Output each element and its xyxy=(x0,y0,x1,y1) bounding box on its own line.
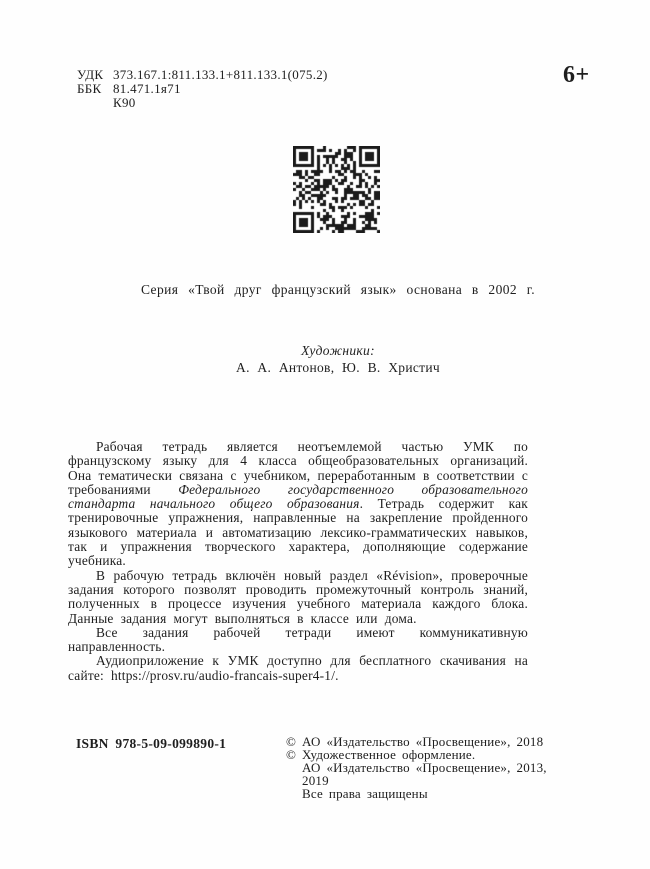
annotation-p1-text: Рабочая тетрадь является неотъемлемой частью УМК по французскому языку для 4 класса общеобразовательных организаций. Она тематически связана с учебником, переработанным в соответствии с требованиями xyxy=(68,439,528,497)
copyright-line xyxy=(286,787,548,800)
qr-code-image xyxy=(293,146,380,233)
annotation-paragraph-3: Все задания рабочей тетради имеют коммуникативную направленность. xyxy=(68,624,528,655)
annotation-p1-text-end: . Тетрадь содержит как тренировочные упражнения, направленные на закрепление пройденного языкового материала и автоматизацию лексико-грамматических навыков, так и упражнения творческого характера, дополняющие содержание учебника. xyxy=(68,496,528,569)
copyright-symbol: © xyxy=(286,747,297,763)
copyright-text: 2019 xyxy=(302,773,329,789)
annotation-paragraph-1 xyxy=(68,440,528,569)
catalog-codes xyxy=(77,68,328,109)
annotation-paragraph-4: Аудиоприложение к УМК доступно для бесплатного скачивания на сайте: https://prosv.ru/audio-francais-super4-1/. xyxy=(68,653,528,683)
artists-block xyxy=(68,343,608,376)
copyright-symbol xyxy=(286,787,302,800)
udk-value: 373.167.1:811.133.1+811.133.1(075.2) xyxy=(113,67,328,82)
copyright-block xyxy=(286,735,548,800)
bbk-label: ББК xyxy=(77,80,102,96)
udk-label: УДК xyxy=(77,67,104,82)
age-rating-badge: 6+ xyxy=(563,62,590,88)
artists-heading: Художники: xyxy=(301,343,375,358)
annotation-paragraph-2: В рабочую тетрадь включён новый раздел «Révision», проверочные задания которого позволят проводить промежуточный контроль знаний, полученных в процессе изучения учебного материала каждого блока. Данные задания могут выполняться в классе или дома. xyxy=(68,567,528,626)
author-sign: К90 xyxy=(113,94,136,110)
annotation-p1-italic-standard-name: Федерального государственного образовательного стандарта начального общего образования xyxy=(68,481,528,512)
copyright-text: АО «Издательство «Просвещение», 2018 xyxy=(302,734,544,749)
copyright-text: АО «Издательство «Просвещение», 2013, xyxy=(302,760,547,776)
artists-names: А. А. Антонов, Ю. В. Христич xyxy=(236,359,440,375)
series-line: Серия «Твой друг французский язык» основана в 2002 г. xyxy=(140,282,536,297)
copyright-symbol: © xyxy=(286,734,297,749)
qr-code-canvas xyxy=(293,146,380,233)
annotation-text xyxy=(68,440,528,683)
isbn: ISBN 978-5-09-099890-1 xyxy=(76,736,227,751)
bbk-value: 81.471.1я71 xyxy=(113,80,181,96)
copyright-text: Все права защищены xyxy=(302,786,428,802)
copyright-text: Художественное оформление. xyxy=(302,747,476,763)
copyright-symbol xyxy=(286,774,302,787)
copyright-symbol xyxy=(286,761,302,774)
